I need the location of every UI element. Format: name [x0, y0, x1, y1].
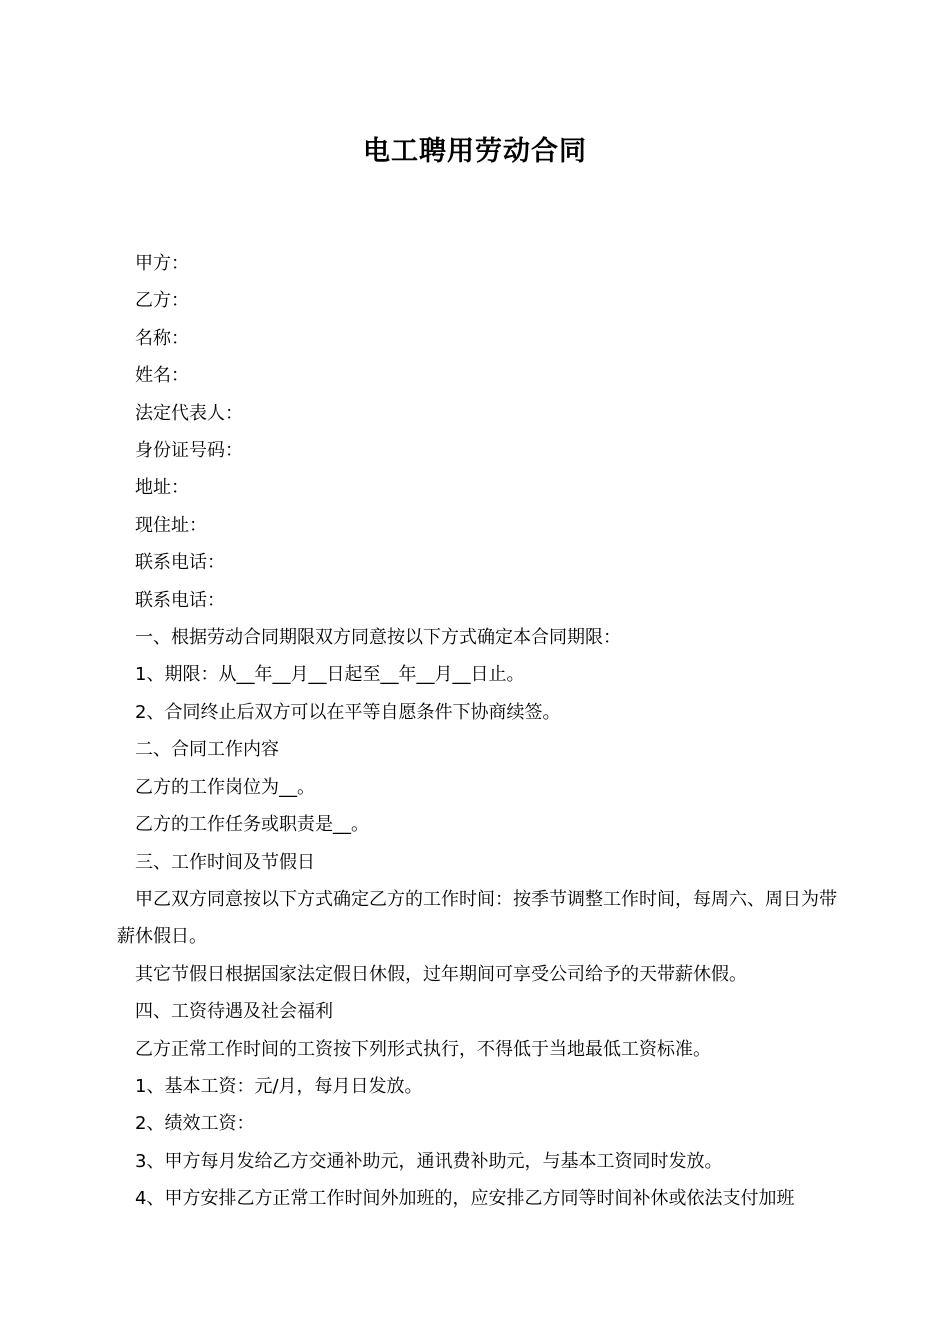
base-wage-clause: 1、基本工资：元/月，每月日发放。 — [135, 1075, 423, 1097]
job-duty-clause: 乙方的工作任务或职责是__。 — [135, 814, 369, 836]
holiday-clause: 其它节假日根据国家法定假日休假，过年期间可享受公司给予的天带薪休假。 — [135, 963, 747, 985]
renewal-clause: 2、合同终止后双方可以在平等自愿条件下协商续签。 — [135, 701, 561, 723]
section-1-heading: 一、根据劳动合同期限双方同意按以下方式确定本合同期限： — [135, 627, 621, 649]
phone-line-a: 联系电话： — [135, 552, 225, 574]
term-clause: 1、期限：从__年__月__日起至__年__月__日止。 — [135, 664, 525, 686]
section-4-heading: 四、工资待遇及社会福利 — [135, 1001, 333, 1023]
section-3-heading: 三、工作时间及节假日 — [135, 851, 315, 873]
document-body — [117, 245, 837, 1218]
party-b-line: 乙方： — [135, 290, 189, 312]
wage-standard-clause: 乙方正常工作时间的工资按下列形式执行，不得低于当地最低工资标准。 — [135, 1038, 711, 1060]
document-title: 电工聘用劳动合同 — [363, 136, 587, 167]
job-position-clause: 乙方的工作岗位为__。 — [135, 776, 315, 798]
company-name-line: 名称： — [135, 327, 189, 349]
performance-wage-clause: 2、绩效工资： — [135, 1113, 255, 1135]
person-name-line: 姓名： — [135, 365, 189, 387]
id-number-line: 身份证号码： — [135, 440, 243, 462]
address-line: 地址： — [135, 477, 189, 499]
current-address-line: 现住址： — [135, 514, 207, 536]
overtime-clause: 4、甲方安排乙方正常工作时间外加班的，应安排乙方同等时间补休或依法支付加班 — [135, 1188, 795, 1210]
legal-representative-line: 法定代表人： — [135, 402, 243, 424]
party-a-line: 甲方： — [135, 253, 189, 274]
phone-line-b: 联系电话： — [135, 589, 225, 611]
working-hours-clause: 甲乙双方同意按以下方式确定乙方的工作时间：按季节调整工作时间，每周六、周日为带薪休假日。 — [117, 888, 837, 948]
section-2-heading: 二、合同工作内容 — [135, 739, 279, 761]
allowance-clause: 3、甲方每月发给乙方交通补助元，通讯费补助元，与基本工资同时发放。 — [135, 1150, 723, 1172]
